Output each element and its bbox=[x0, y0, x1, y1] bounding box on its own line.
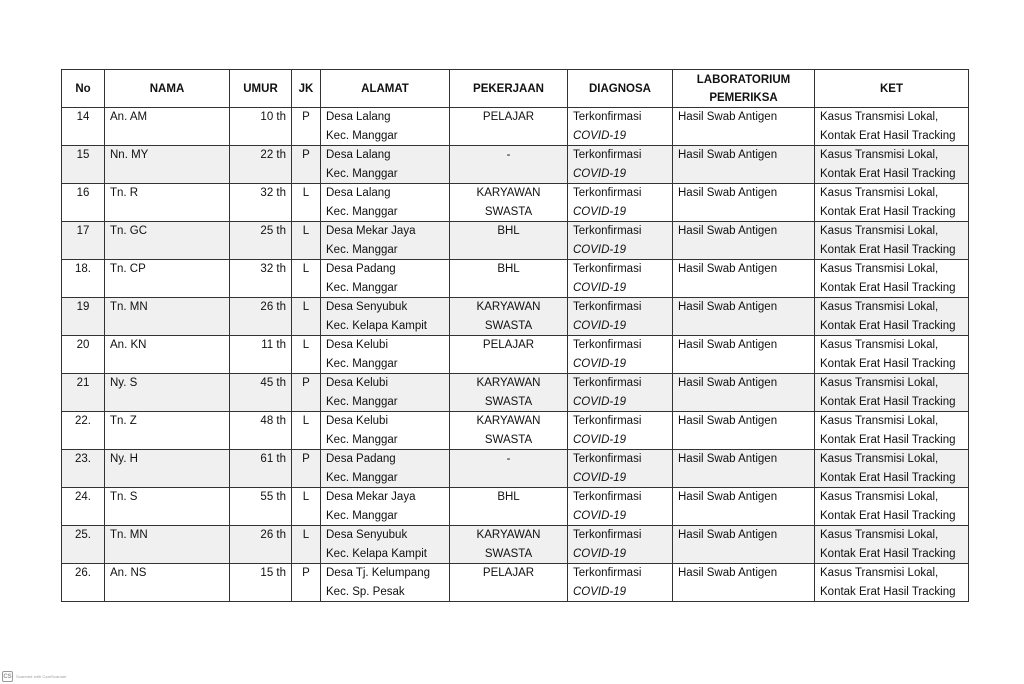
cell-diagnosa-line: COVID-19 bbox=[573, 509, 627, 522]
cell-ket bbox=[815, 298, 969, 336]
cell-ket bbox=[815, 222, 969, 260]
header-diagnosa: DIAGNOSA bbox=[568, 70, 673, 108]
cell-jk: P bbox=[292, 450, 321, 488]
cell-alamat-line: Kec. Kelapa Kampit bbox=[326, 319, 428, 332]
cell-pekerjaan-line: SWASTA bbox=[484, 395, 533, 408]
cell-no: 26. bbox=[62, 564, 105, 602]
cell-pekerjaan-line: SWASTA bbox=[484, 433, 533, 446]
cell-alamat bbox=[321, 184, 450, 222]
cell-diagnosa-line: Terkonfirmasi bbox=[573, 301, 642, 313]
cell-pekerjaan-line: PELAJAR bbox=[482, 339, 535, 351]
cell-ket-line: Kasus Transmisi Lokal, bbox=[820, 453, 939, 465]
cell-laboratorium: Hasil Swab Antigen bbox=[673, 222, 815, 260]
cell-nama: Ny. H bbox=[105, 450, 230, 488]
cell-pekerjaan bbox=[450, 450, 568, 488]
cell-ket bbox=[815, 146, 969, 184]
cell-ket-line: Kontak Erat Hasil Tracking bbox=[820, 281, 956, 294]
cell-pekerjaan bbox=[450, 336, 568, 374]
cell-pekerjaan bbox=[450, 260, 568, 298]
cell-alamat-line: Desa Mekar Jaya bbox=[326, 491, 416, 503]
table-row bbox=[62, 336, 969, 374]
cell-ket-line: Kasus Transmisi Lokal, bbox=[820, 339, 939, 351]
cell-alamat-line: Kec. Manggar bbox=[326, 357, 398, 370]
cell-nama: An. KN bbox=[105, 336, 230, 374]
cell-jk: P bbox=[292, 564, 321, 602]
cell-pekerjaan-line: KARYAWAN bbox=[476, 415, 541, 427]
cell-pekerjaan-line: - bbox=[506, 149, 511, 161]
case-table bbox=[61, 69, 969, 602]
cell-alamat-line: Desa Mekar Jaya bbox=[326, 225, 416, 237]
cell-alamat bbox=[321, 222, 450, 260]
cell-ket-line: Kasus Transmisi Lokal, bbox=[820, 491, 939, 503]
cell-umur: 26 th bbox=[230, 298, 292, 336]
cell-jk: P bbox=[292, 108, 321, 146]
cell-diagnosa-line: COVID-19 bbox=[573, 319, 627, 332]
cell-ket bbox=[815, 374, 969, 412]
cell-diagnosa bbox=[568, 146, 673, 184]
cell-alamat bbox=[321, 412, 450, 450]
cell-diagnosa-line: Terkonfirmasi bbox=[573, 491, 642, 503]
cell-diagnosa-line: Terkonfirmasi bbox=[573, 377, 642, 389]
cell-laboratorium: Hasil Swab Antigen bbox=[673, 564, 815, 602]
cell-pekerjaan-line: - bbox=[506, 453, 511, 465]
cell-umur: 32 th bbox=[230, 184, 292, 222]
cell-alamat-line: Desa Kelubi bbox=[326, 415, 389, 427]
cell-nama: Tn. S bbox=[105, 488, 230, 526]
cell-alamat-line: Desa Lalang bbox=[326, 111, 391, 123]
cell-ket-line: Kontak Erat Hasil Tracking bbox=[820, 395, 956, 408]
cell-nama: Nn. MY bbox=[105, 146, 230, 184]
cell-alamat bbox=[321, 298, 450, 336]
cell-umur: 45 th bbox=[230, 374, 292, 412]
cell-alamat-line: Desa Padang bbox=[326, 263, 396, 275]
cell-alamat bbox=[321, 146, 450, 184]
cell-diagnosa bbox=[568, 374, 673, 412]
cell-pekerjaan bbox=[450, 488, 568, 526]
cell-pekerjaan bbox=[450, 222, 568, 260]
cell-nama: Tn. MN bbox=[105, 526, 230, 564]
cell-alamat-line: Desa Lalang bbox=[326, 187, 391, 199]
table-row bbox=[62, 564, 969, 602]
cell-pekerjaan-line: SWASTA bbox=[484, 547, 533, 560]
cell-laboratorium: Hasil Swab Antigen bbox=[673, 146, 815, 184]
cell-alamat-line: Kec. Manggar bbox=[326, 509, 398, 522]
cell-ket bbox=[815, 450, 969, 488]
cell-alamat-line: Desa Senyubuk bbox=[326, 301, 408, 313]
cell-diagnosa-line: COVID-19 bbox=[573, 433, 627, 446]
header-nama: NAMA bbox=[105, 70, 230, 108]
cell-diagnosa bbox=[568, 336, 673, 374]
table-row bbox=[62, 374, 969, 412]
cell-ket-line: Kasus Transmisi Lokal, bbox=[820, 415, 939, 427]
header-laboratorium: LABORATORIUM PEMERIKSA bbox=[673, 70, 815, 108]
cell-alamat bbox=[321, 374, 450, 412]
cell-diagnosa-line: Terkonfirmasi bbox=[573, 225, 642, 237]
watermark-text: Scanned with CamScanner bbox=[16, 673, 67, 679]
cell-alamat-line: Kec. Manggar bbox=[326, 471, 398, 484]
cell-ket bbox=[815, 526, 969, 564]
cell-no: 25. bbox=[62, 526, 105, 564]
cell-ket-line: Kasus Transmisi Lokal, bbox=[820, 149, 939, 161]
cell-diagnosa-line: Terkonfirmasi bbox=[573, 187, 642, 199]
cell-alamat bbox=[321, 450, 450, 488]
cell-pekerjaan-line: SWASTA bbox=[484, 319, 533, 332]
cell-diagnosa-line: Terkonfirmasi bbox=[573, 149, 642, 161]
cell-pekerjaan-line: BHL bbox=[497, 263, 520, 275]
cell-ket-line: Kasus Transmisi Lokal, bbox=[820, 529, 939, 541]
cell-alamat-line: Kec. Sp. Pesak bbox=[326, 585, 405, 598]
cell-diagnosa bbox=[568, 108, 673, 146]
cell-laboratorium: Hasil Swab Antigen bbox=[673, 412, 815, 450]
cell-umur: 26 th bbox=[230, 526, 292, 564]
cell-laboratorium: Hasil Swab Antigen bbox=[673, 526, 815, 564]
cell-umur: 25 th bbox=[230, 222, 292, 260]
cell-diagnosa bbox=[568, 488, 673, 526]
cell-pekerjaan bbox=[450, 526, 568, 564]
cell-diagnosa bbox=[568, 450, 673, 488]
cell-laboratorium: Hasil Swab Antigen bbox=[673, 336, 815, 374]
cell-jk: L bbox=[292, 488, 321, 526]
cell-jk: P bbox=[292, 146, 321, 184]
cell-no: 18. bbox=[62, 260, 105, 298]
cell-diagnosa bbox=[568, 260, 673, 298]
table-row bbox=[62, 146, 969, 184]
cell-diagnosa bbox=[568, 564, 673, 602]
cell-diagnosa-line: COVID-19 bbox=[573, 205, 627, 218]
cell-diagnosa bbox=[568, 222, 673, 260]
cell-no: 14 bbox=[62, 108, 105, 146]
cell-laboratorium: Hasil Swab Antigen bbox=[673, 184, 815, 222]
cell-diagnosa-line: COVID-19 bbox=[573, 585, 627, 598]
cell-ket-line: Kasus Transmisi Lokal, bbox=[820, 187, 939, 199]
cell-alamat-line: Desa Senyubuk bbox=[326, 529, 408, 541]
cell-pekerjaan-line: KARYAWAN bbox=[476, 529, 541, 541]
cell-jk: L bbox=[292, 298, 321, 336]
cell-nama: Tn. Z bbox=[105, 412, 230, 450]
cell-alamat-line: Desa Kelubi bbox=[326, 339, 389, 351]
table-row bbox=[62, 222, 969, 260]
cell-alamat-line: Kec. Manggar bbox=[326, 243, 398, 256]
cell-alamat-line: Kec. Manggar bbox=[326, 281, 398, 294]
cell-umur: 11 th bbox=[230, 336, 292, 374]
cell-pekerjaan-line: KARYAWAN bbox=[476, 377, 541, 389]
cell-jk: P bbox=[292, 374, 321, 412]
cell-diagnosa-line: COVID-19 bbox=[573, 129, 627, 142]
cell-diagnosa-line: Terkonfirmasi bbox=[573, 263, 642, 275]
cell-alamat-line: Desa Padang bbox=[326, 453, 396, 465]
cell-diagnosa-line: Terkonfirmasi bbox=[573, 111, 642, 123]
cell-umur: 10 th bbox=[230, 108, 292, 146]
cell-pekerjaan bbox=[450, 564, 568, 602]
cell-no: 23. bbox=[62, 450, 105, 488]
cell-ket-line: Kontak Erat Hasil Tracking bbox=[820, 509, 956, 522]
cell-no: 24. bbox=[62, 488, 105, 526]
cell-alamat-line: Kec. Manggar bbox=[326, 167, 398, 180]
cell-diagnosa-line: Terkonfirmasi bbox=[573, 529, 642, 541]
cell-diagnosa-line: COVID-19 bbox=[573, 167, 627, 180]
cell-umur: 15 th bbox=[230, 564, 292, 602]
cell-ket bbox=[815, 184, 969, 222]
header-alamat: ALAMAT bbox=[321, 70, 450, 108]
cell-diagnosa-line: COVID-19 bbox=[573, 471, 627, 484]
cell-umur: 32 th bbox=[230, 260, 292, 298]
cell-diagnosa-line: COVID-19 bbox=[573, 281, 627, 294]
cell-pekerjaan-line: PELAJAR bbox=[482, 567, 535, 579]
cell-ket bbox=[815, 108, 969, 146]
cell-pekerjaan bbox=[450, 184, 568, 222]
cell-jk: L bbox=[292, 184, 321, 222]
header-row bbox=[62, 70, 969, 108]
cell-umur: 48 th bbox=[230, 412, 292, 450]
cell-ket-line: Kontak Erat Hasil Tracking bbox=[820, 547, 956, 560]
cell-nama: Tn. CP bbox=[105, 260, 230, 298]
cell-ket bbox=[815, 260, 969, 298]
cell-laboratorium: Hasil Swab Antigen bbox=[673, 450, 815, 488]
cell-pekerjaan-line: BHL bbox=[497, 225, 520, 237]
cell-jk: L bbox=[292, 222, 321, 260]
cell-laboratorium: Hasil Swab Antigen bbox=[673, 260, 815, 298]
cell-ket-line: Kasus Transmisi Lokal, bbox=[820, 225, 939, 237]
cell-umur: 61 th bbox=[230, 450, 292, 488]
cell-no: 21 bbox=[62, 374, 105, 412]
cell-ket bbox=[815, 336, 969, 374]
cell-jk: L bbox=[292, 526, 321, 564]
cell-ket-line: Kontak Erat Hasil Tracking bbox=[820, 585, 956, 598]
cell-ket-line: Kontak Erat Hasil Tracking bbox=[820, 319, 956, 332]
cell-pekerjaan-line: KARYAWAN bbox=[476, 301, 541, 313]
cell-nama: An. NS bbox=[105, 564, 230, 602]
table-row bbox=[62, 526, 969, 564]
table-row bbox=[62, 260, 969, 298]
cell-pekerjaan bbox=[450, 146, 568, 184]
cell-diagnosa-line: COVID-19 bbox=[573, 395, 627, 408]
table-row bbox=[62, 298, 969, 336]
cell-alamat-line: Desa Lalang bbox=[326, 149, 391, 161]
table-row bbox=[62, 450, 969, 488]
cell-alamat bbox=[321, 488, 450, 526]
table-body bbox=[62, 108, 969, 602]
cell-ket-line: Kasus Transmisi Lokal, bbox=[820, 111, 939, 123]
cell-pekerjaan-line: SWASTA bbox=[484, 205, 533, 218]
cell-alamat-line: Kec. Manggar bbox=[326, 205, 398, 218]
cell-pekerjaan bbox=[450, 374, 568, 412]
cell-alamat-line: Kec. Manggar bbox=[326, 129, 398, 142]
cell-diagnosa bbox=[568, 526, 673, 564]
cell-pekerjaan bbox=[450, 412, 568, 450]
table-row bbox=[62, 184, 969, 222]
cell-no: 16 bbox=[62, 184, 105, 222]
cell-nama: An. AM bbox=[105, 108, 230, 146]
cell-pekerjaan-line: KARYAWAN bbox=[476, 187, 541, 199]
cell-laboratorium: Hasil Swab Antigen bbox=[673, 298, 815, 336]
cell-diagnosa-line: COVID-19 bbox=[573, 547, 627, 560]
header-ket: KET bbox=[815, 70, 969, 108]
cell-ket-line: Kontak Erat Hasil Tracking bbox=[820, 205, 956, 218]
header-umur: UMUR bbox=[230, 70, 292, 108]
cell-nama: Tn. MN bbox=[105, 298, 230, 336]
cell-no: 20 bbox=[62, 336, 105, 374]
cell-ket-line: Kasus Transmisi Lokal, bbox=[820, 377, 939, 389]
cell-umur: 55 th bbox=[230, 488, 292, 526]
cell-ket-line: Kasus Transmisi Lokal, bbox=[820, 567, 939, 579]
cell-nama: Tn. R bbox=[105, 184, 230, 222]
cell-ket-line: Kontak Erat Hasil Tracking bbox=[820, 167, 956, 180]
cell-pekerjaan bbox=[450, 298, 568, 336]
cell-laboratorium: Hasil Swab Antigen bbox=[673, 488, 815, 526]
cell-diagnosa-line: Terkonfirmasi bbox=[573, 415, 642, 427]
cell-diagnosa bbox=[568, 412, 673, 450]
cell-jk: L bbox=[292, 412, 321, 450]
cell-ket-line: Kontak Erat Hasil Tracking bbox=[820, 433, 956, 446]
cell-umur: 22 th bbox=[230, 146, 292, 184]
cell-ket-line: Kontak Erat Hasil Tracking bbox=[820, 129, 956, 142]
cell-no: 17 bbox=[62, 222, 105, 260]
cell-alamat bbox=[321, 564, 450, 602]
cell-pekerjaan-line: BHL bbox=[497, 491, 520, 503]
cell-nama: Tn. GC bbox=[105, 222, 230, 260]
cell-ket bbox=[815, 564, 969, 602]
cell-ket bbox=[815, 488, 969, 526]
cell-diagnosa-line: COVID-19 bbox=[573, 243, 627, 256]
cell-alamat-line: Desa Tj. Kelumpang bbox=[326, 567, 430, 579]
table-row bbox=[62, 412, 969, 450]
cell-diagnosa bbox=[568, 184, 673, 222]
cell-alamat-line: Kec. Kelapa Kampit bbox=[326, 547, 428, 560]
cell-no: 22. bbox=[62, 412, 105, 450]
cell-alamat-line: Desa Kelubi bbox=[326, 377, 389, 389]
header-no: No bbox=[62, 70, 105, 108]
cell-alamat-line: Kec. Manggar bbox=[326, 433, 398, 446]
cell-laboratorium: Hasil Swab Antigen bbox=[673, 374, 815, 412]
table-row bbox=[62, 108, 969, 146]
camscanner-logo-icon: CS bbox=[2, 671, 13, 682]
cell-pekerjaan-line: PELAJAR bbox=[482, 111, 535, 123]
scanner-watermark bbox=[2, 670, 67, 682]
cell-alamat-line: Kec. Manggar bbox=[326, 395, 398, 408]
cell-alamat bbox=[321, 336, 450, 374]
cell-alamat bbox=[321, 260, 450, 298]
cell-jk: L bbox=[292, 260, 321, 298]
cell-diagnosa-line: Terkonfirmasi bbox=[573, 339, 642, 351]
cell-ket-line: Kontak Erat Hasil Tracking bbox=[820, 243, 956, 256]
cell-alamat bbox=[321, 108, 450, 146]
cell-ket-line: Kasus Transmisi Lokal, bbox=[820, 301, 939, 313]
cell-ket-line: Kontak Erat Hasil Tracking bbox=[820, 471, 956, 484]
table-header bbox=[62, 70, 969, 108]
cell-ket-line: Kasus Transmisi Lokal, bbox=[820, 263, 939, 275]
header-jk: JK bbox=[292, 70, 321, 108]
cell-alamat bbox=[321, 526, 450, 564]
cell-no: 19 bbox=[62, 298, 105, 336]
cell-nama: Ny. S bbox=[105, 374, 230, 412]
cell-diagnosa bbox=[568, 298, 673, 336]
table-row bbox=[62, 488, 969, 526]
header-pekerjaan: PEKERJAAN bbox=[450, 70, 568, 108]
cell-ket-line: Kontak Erat Hasil Tracking bbox=[820, 357, 956, 370]
cell-jk: L bbox=[292, 336, 321, 374]
cell-diagnosa-line: Terkonfirmasi bbox=[573, 453, 642, 465]
cell-laboratorium: Hasil Swab Antigen bbox=[673, 108, 815, 146]
cell-diagnosa-line: Terkonfirmasi bbox=[573, 567, 642, 579]
cell-ket bbox=[815, 412, 969, 450]
cell-no: 15 bbox=[62, 146, 105, 184]
cell-pekerjaan bbox=[450, 108, 568, 146]
cell-diagnosa-line: COVID-19 bbox=[573, 357, 627, 370]
